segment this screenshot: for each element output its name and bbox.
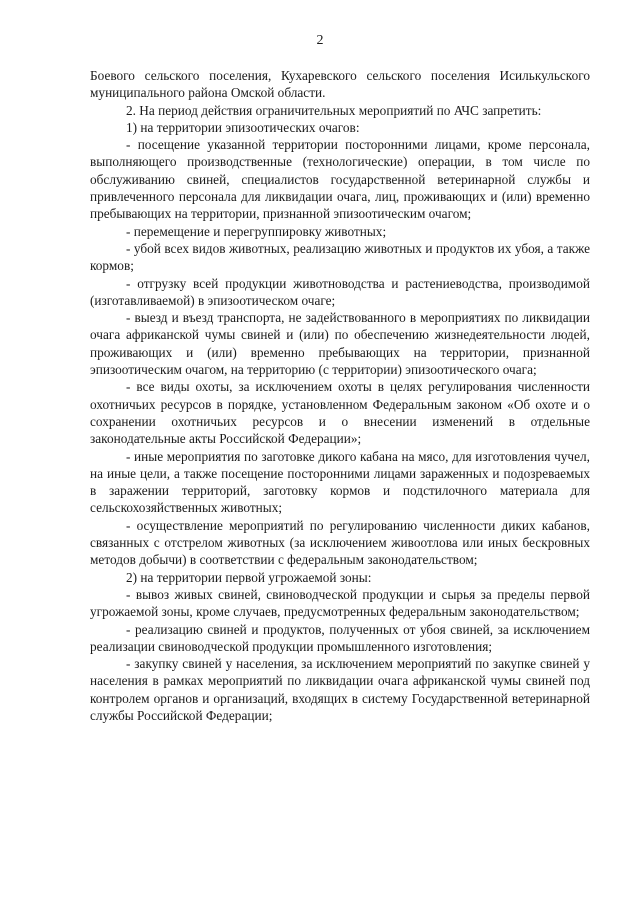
list-item-hunting: - все виды охоты, за исключением охоты в целях регулирования численности охотничьих ресурсов в порядке, установленном Федеральным законом «Об охоте и о сохранении охотничьих ресурсов и о внесении изменений в отдельные законодательные акты Российской Федерации»; xyxy=(90,379,590,447)
list-item-moving-animals: - перемещение и перегруппировку животных; xyxy=(126,223,387,239)
list-item-slaughter: - убой всех видов животных, реализацию животных и продуктов их убоя, а также кормов; xyxy=(90,240,590,274)
list-item-transport: - выезд и въезд транспорта, не задействованного в мероприятиях по ликвидации очага африканской чумы свиней и (или) по обеспечению жизнедеятельности людей, проживающих и (или) временно пребывающих на территории, признанной эпизоотическим очагом, на территорию (с территории) эпизоотического очага; xyxy=(90,310,590,378)
subheading-epizootic-foci: 1) на территории эпизоотических очагов: xyxy=(126,119,360,135)
subheading-first-threatened-zone: 2) на территории первой угрожаемой зоны: xyxy=(126,569,372,585)
paragraph-item-2: 2. На период действия ограничительных мероприятий по АЧС запретить: xyxy=(126,102,542,118)
page-number: 2 xyxy=(316,33,324,48)
list-item-visiting: - посещение указанной территории посторонними лицами, кроме персонала, выполняющего производственные (технологические) операции, в том числе по обслуживанию свиней, специалистов государственной ветеринарной службы и привлеченного персонала для ликвидации очага, лиц, проживающих и (или) временно пребывающих на территории, признанной эпизоотическим очагом; xyxy=(90,137,590,222)
list-item-export: - вывоз живых свиней, свиноводческой продукции и сырья за пределы первой угрожаемой зоны, кроме случаев, предусмотренных федеральным законодательством; xyxy=(90,586,590,620)
document-body xyxy=(90,67,590,724)
list-item-shipment: - отгрузку всей продукции животноводства и растениеводства, производимой (изготавливаемой) в эпизоотическом очаге; xyxy=(90,275,590,308)
list-item-sale: - реализацию свиней и продуктов, полученных от убоя свиней, за исключением реализации свиноводческой продукции промышленного изготовления; xyxy=(90,621,590,654)
paragraph-continuation: Боевого сельского поселения, Кухаревского сельского поселения Исилькульского муниципального района Омской области. xyxy=(90,68,590,101)
list-item-regulation: - осуществление мероприятий по регулированию численности диких кабанов, связанных с отстрелом животных (за исключением живоотлова или иных бескровных методов добычи) в соответствии с федеральным законодательством; xyxy=(90,517,590,568)
list-item-wild-boar: - иные мероприятия по заготовке дикого кабана на мясо, для изготовления чучел, на иные цели, а также посещение посторонними лицами зараженных и подозреваемых в заражении территорий, заготовку кормов и подстилочного материала для сельскохозяйственных животных; xyxy=(90,448,590,516)
list-item-purchase: - закупку свиней у населения, за исключением мероприятий по закупке свиней у населения в рамках мероприятий по ликвидации очага африканской чумы свиней под контролем органов и организаций, входящих в систему Государственной ветеринарной службы Российской Федерации; xyxy=(90,656,590,723)
